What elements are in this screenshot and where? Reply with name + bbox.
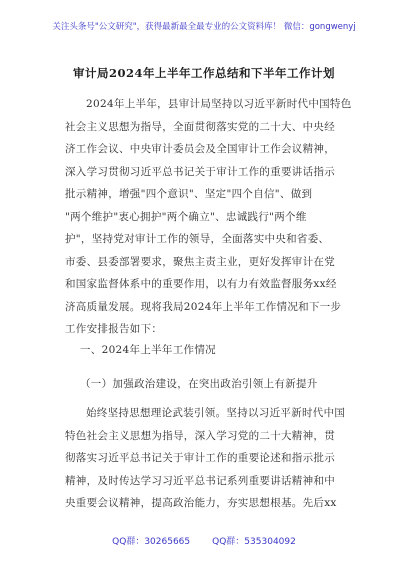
intro-line: 护"，坚持党对审计工作的领导，全面落实中央和省委、	[65, 233, 330, 245]
document-title: 审计局2024年上半年工作总结和下半年工作计划	[72, 66, 335, 80]
intro-line: 济工作会议、中央审计委员会及全国审计工作会议精神，	[65, 143, 335, 155]
intro-line: 济高质量发展。现将我局2024年上半年工作情况和下一步	[65, 300, 342, 313]
footer-qq-group-2: QQ群：535304092	[212, 537, 296, 547]
intro-line: 工作安排报告如下：	[65, 323, 163, 335]
body-line: 特色社会主义思想为指导，深入学习党的二十大精神，贯	[65, 429, 335, 442]
intro-line: 2024年上半年，县审计局坚持以习近平新时代中国特色	[86, 98, 352, 110]
top-promo-banner: 关注头条号"公文研究"，获得最新最全最专业的公文资料库！ 微信：gongwenyj	[52, 22, 356, 32]
intro-line: 深入学习贯彻习近平总书记关于审计工作的重要讲话指示	[65, 165, 335, 178]
footer-contact	[0, 534, 408, 547]
intro-line: "两个维护"衷心拥护"两个确立"、忠诚践行"两个维	[65, 210, 307, 223]
footer-qq-group-1: QQ群：30265665	[112, 537, 191, 547]
intro-line: 和国家监督体系中的重要作用，以有力有效监督服务xx经	[65, 278, 337, 290]
intro-line: 社会主义思想为指导，全面贯彻落实党的二十大、中央经	[65, 120, 335, 133]
intro-paragraph	[65, 93, 352, 341]
intro-line: 批示精神，增强"四个意识"、坚定"四个自信"、做到	[65, 188, 313, 200]
subsection-heading-1: （一）加强政治建设，在突出政治引领上有新提升	[80, 378, 318, 390]
body-line: 彻落实习近平总书记关于审计工作的重要论述和指示批示	[65, 452, 335, 464]
body-line: 始终坚持思想理论武装引领。坚持以习近平新时代中国	[86, 407, 346, 419]
body-line: 精神，及时传达学习习近平总书记系列重要讲话精神和中	[65, 474, 335, 487]
body-line: 央重要会议精神，提高政治能力，夯实思想根基。先后xx	[65, 497, 337, 509]
intro-line: 市委、县委部署要求，聚焦主责主业，更好发挥审计在党	[65, 255, 335, 268]
section-heading-1: 一、2024年上半年工作情况	[80, 344, 216, 356]
subsection-paragraph	[65, 402, 347, 515]
